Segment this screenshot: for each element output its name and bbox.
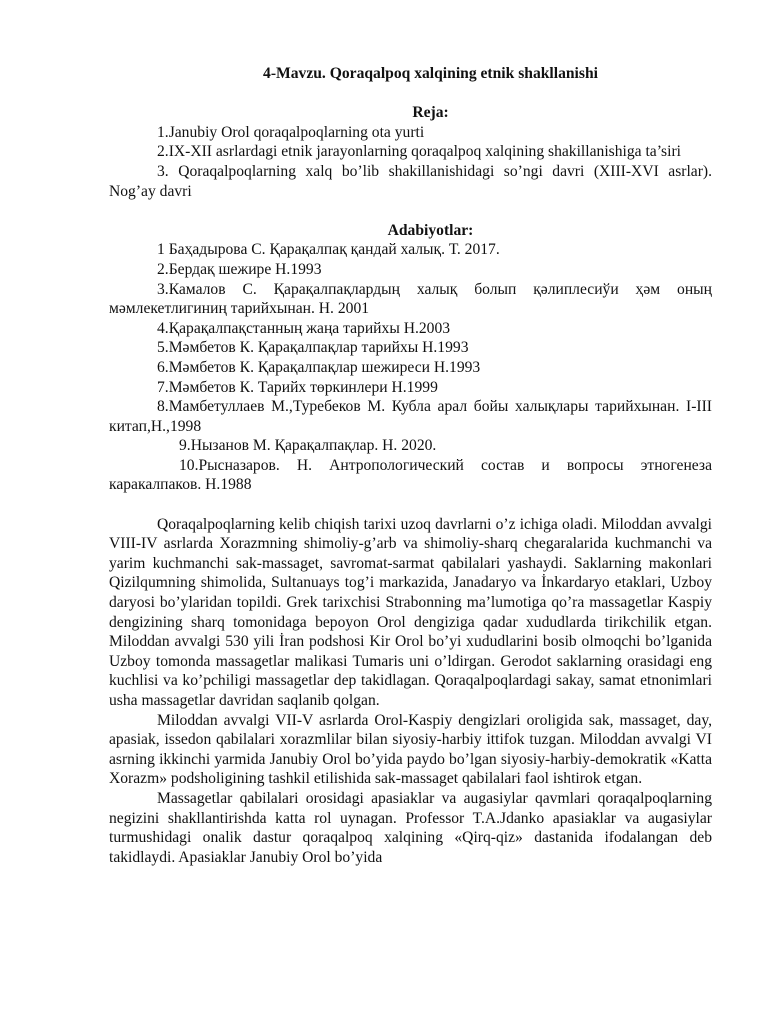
body-paragraph: Miloddan avvalgi VII-V asrlarda Orol-Kaspiy dengizlari oroligida sak, massaget, day, apasiak, issedon qabilalari xorazmlilar bilan siyosiy-harbiy ittifok tuzgan. Miloddan avvalgi VI asrning ikkinchi yarmida Janubiy Orol bo’yida paydo bo’lgan siyosiy-harbiy-demokratik «Katta Xorazm» podsholigining tashkil etilishida sak-massaget qabilalari faol ishtirok etgan. bbox=[109, 711, 712, 788]
plan-list bbox=[109, 123, 712, 201]
body-paragraph: Qoraqalpoqlarning kelib chiqish tarixi uzoq davrlarni o’z ichiga oladi. Miloddan avvalgi VIII-IV asrlarda Xorazmning shimoliy-g’arb va shimoliy-sharq chegaralarida kuchmanchi va yarim kuchmanchi sak-massaget, savromat-sarmat qabilalari yashaydi. Saklarning makonlari Qizilqumning shimolida, Sultanuays tog’i markazida, Janadaryo va İnkardaryo etaklari, Uzboy daryosi bo’ylaridan topildi. Grek tarixchisi Strabonning ma’lumotiga qo’ra massagetlar Kaspiy dengizining sharq tomonidaga bepoyon Orol dengiziga qadar xududlarda tirikchilik etgan. Miloddan avvalgi 530 yili İran podshosi Kir Orol bo’yi xudud​larini bosib olmoqchi bo’lganida Uzboy tomonda massagetlar malikasi Tumaris uni o’ldirgan. Gerodot saklarning orasidagi eng kuchlisi va ko’pchiligi massagetlar dep takidlagan. Qoraqalpoqlardagi sakay, samat etnonimlari usha massagetlar davridan saqlanib qolgan. bbox=[109, 515, 712, 709]
body-paragraph: Massagetlar qabilalari orosidagi apasiaklar va augasiylar qavmlari qoraqalpoqlarning negizini shakllantirishda katta rol uynagan. Professor T.A.Jdanko apasiaklar va augasiylar turmushidagi onalik dastur qoraqalpoq xalqining «Qirq-qiz» dastanida ifodalangan deb takidlaydi. Apasiaklar Janubiy Orol bo’yida bbox=[109, 789, 712, 866]
plan-item: 1.Janubiy Orol qoraqalpoqlarning ota yurti bbox=[157, 123, 425, 141]
literature-item: 7.Мәмбетов К. Тарийх төркинлери Н.1999 bbox=[157, 378, 438, 396]
document-title: 4-Mavzu. Qoraqalpoq xalqining etnik shakllanishi bbox=[263, 65, 598, 82]
literature-item: 8.Мамбетуллаев М.,Туребеков М. Кубла арал бойы халықлары тарийхынан. I-III китап,Н.,1998 bbox=[109, 398, 712, 435]
body-text bbox=[109, 515, 712, 868]
literature-item: 5.Мәмбетов К. Қарақалпақлар тарийхы Н.1993 bbox=[157, 339, 469, 357]
literature-item: 4.Қарақалпақстанның жаңа тарийхы Н.2003 bbox=[157, 319, 451, 337]
plan-item: 2.IX-XII asrlardagi etnik jarayonlarning qoraqalpoq xalqining shakillanishiga ta’siri bbox=[157, 143, 681, 161]
literature-item: 6.Мәмбетов К. Қарақалпақлар шежиреси Н.1993 bbox=[157, 358, 481, 376]
literature-item: 1 Баҳадырова С. Қарақалпақ қандай халық. Т. 2017. bbox=[157, 241, 500, 259]
literature-item: 10.Рысназаров. Н. Антропологический состав и вопросы этногенеза каракалпаков. Н.1988 bbox=[109, 456, 712, 494]
plan-heading: Reja: bbox=[412, 104, 449, 122]
literature-item: 2.Бердақ шежире Н.1993 bbox=[157, 260, 322, 278]
plan-item: 3. Qoraqalpoqlarning xalq bo’lib shakillanishidagi so’ngi davri (XIII-XVI asrlar). Nog’ay davri bbox=[109, 162, 712, 200]
literature-item: 9.Нызанов М. Қарақалпақлар. Н. 2020. bbox=[179, 437, 437, 455]
literature-item: 3.Камалов С. Қарақалпақлардың халық болып қәлиплесиўи ҳәм оның мәмлекетлигиниң тарийхынан. Н. 2001 bbox=[109, 280, 712, 318]
literature-heading: Adabiyotlar: bbox=[387, 221, 474, 239]
literature-list bbox=[109, 240, 712, 495]
